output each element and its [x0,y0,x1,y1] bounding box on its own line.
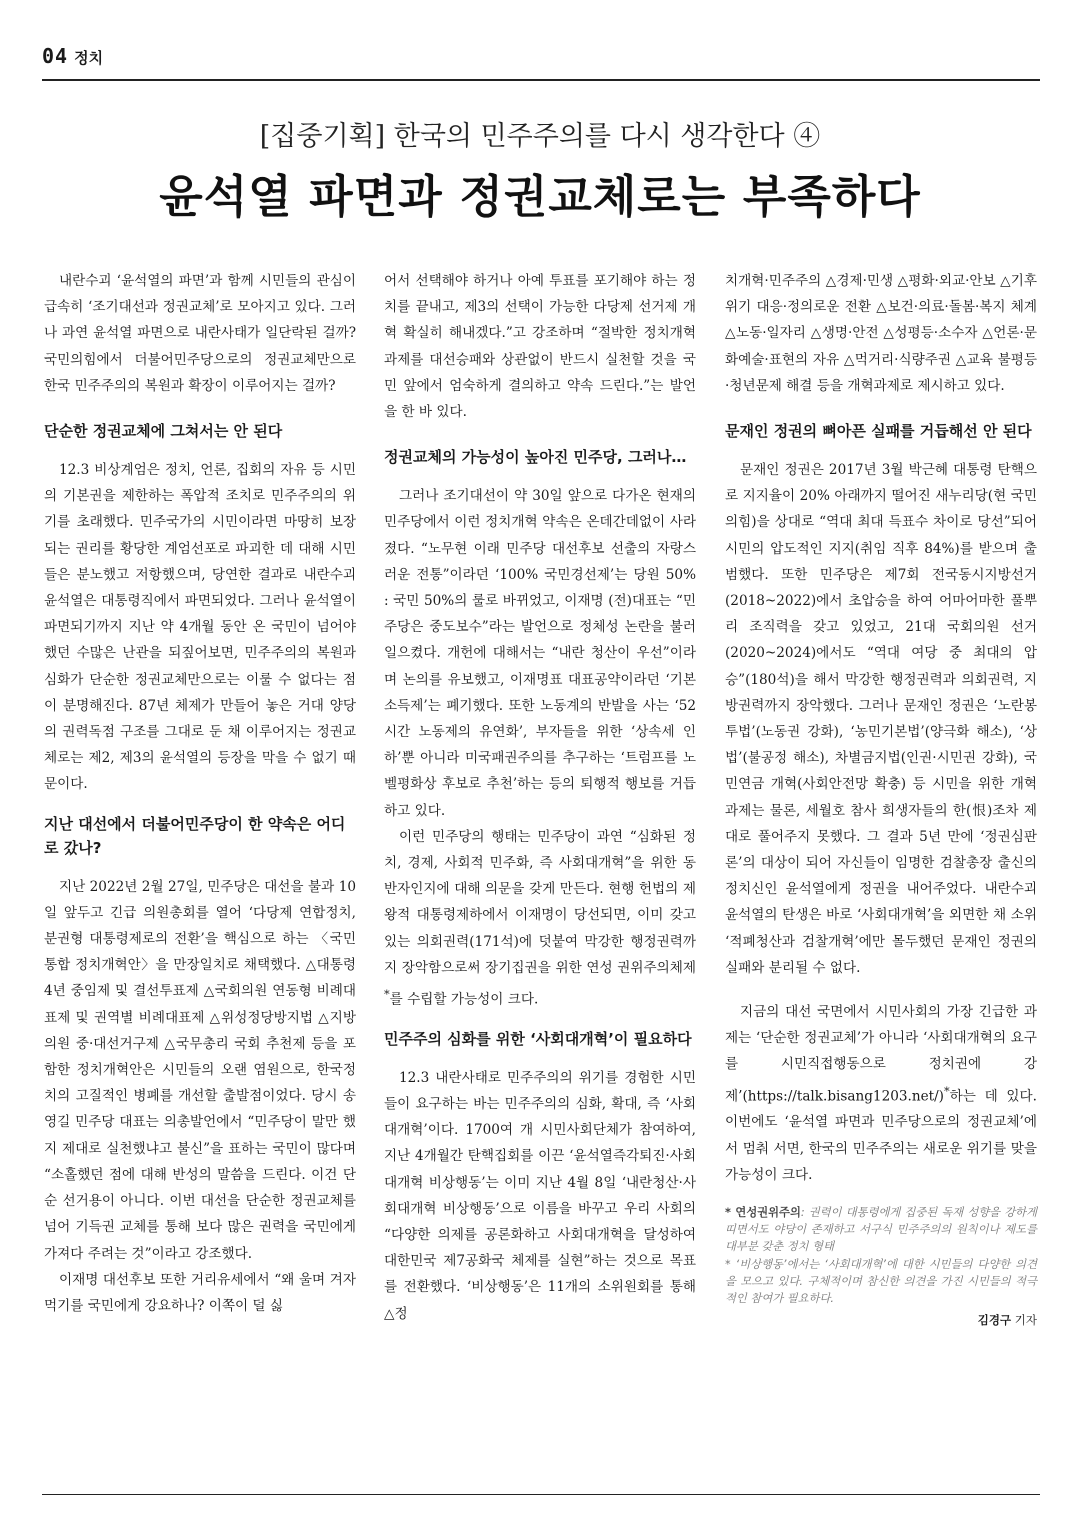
header-divider [42,79,1040,81]
footnote-mark: * [943,1083,950,1098]
footer-divider [42,1494,1040,1495]
byline [725,1311,1037,1329]
footnotes [725,1204,1037,1307]
footnote-text: * ‘비상행동’에서는 ‘사회대개혁’에 대한 시민들의 다양한 의견을 모으고 있다. 구체적이며 참신한 의견을 가진 시민들의 적극적인 참여가 필요하다. [725,1258,1037,1306]
subheading: 단순한 정권교체에 그쳐서는 안 된다 [44,422,283,441]
paragraph-gap [725,981,1037,999]
body-text: 를 수립할 가능성이 크다. [389,991,539,1008]
footnote-term: * 연성권위주의 [725,1206,801,1220]
section-name: 정치 [74,49,104,67]
subheading: 정권교체의 가능성이 높아진 민주당, 그러나… [384,448,687,467]
body-paragraph [725,999,1037,1188]
body-text: 이런 민주당의 행태는 민주당이 과연 “심화된 정치, 경제, 사회적 민주화, 즉 사회대개혁”을 위한 동반자인지에 대해 의문을 갖게 만든다. 현행 헌법의 제왕적 대통령제하에서 이재명이 당선되면, 이미 갖고 있는 의회권력(171석)에 덧붙여 막강한 행정권력까지 장악함으로써 장기집권을 위한 연성 권위주의체제 [384,828,696,976]
page-header [42,44,1040,80]
body-paragraph: 12.3 비상계엄은 정치, 언론, 집회의 자유 등 시민의 기본권을 제한하는 폭압적 조치로 민주주의의 위기를 초래했다. 민주국가의 시민이라면 마땅히 보장되는 권리를 황당한 계엄선포로 파괴한 데 대해 시민들은 분노했고 저항했으며, 당연한 결과로 내란수괴 윤석열은 대통령직에서 파면되었다. 그러나 윤석열이 파면되기까지 지난 약 4개월 동안 온 국민이 넘어야 했던 수많은 난관을 되짚어보면, 민주주의의 복원과 심화가 단순한 정권교체만으로는 이룰 수 없다는 점이 분명해진다. 87년 체제가 만들어 놓은 거대 양당의 권력독점 구조를 그대로 둔 채 이루어지는 정권교체로는 제2, 제3의 윤석열의 등장을 막을 수 없기 때문이다. [44,462,356,793]
body-paragraph [384,824,696,1013]
body-paragraph: 문재인 정권은 2017년 3월 박근혜 대통령 탄핵으로 지지율이 20% 아래까지 떨어진 새누리당(현 국민의힘)을 상대로 “역대 최대 득표수 차이로 당선”되어 시민의 압도적인 지지(취임 직후 84%)를 받으며 출범했다. 또한 민주당은 제7회 전국동시지방선거(2018~2022)에서 초압승을 하여 어마어마한 풀뿌리 조직력을 갖고 있었고, 21대 국회의원 선거(2020~2024)에서도 “역대 여당 중 최대의 압승”(180석)을 해서 막강한 행정권력과 의회권력, 지방권력까지 장악했다. 그러나 문재인 정권은 ‘노란봉투법’(노동권 강화), ‘농민기본법’(양극화 해소), ‘상법’(불공정 해소), 차별금지법(인권·시민권 강화), 국민연금 개혁(사회안전망 확충) 등 시민을 위한 개혁과제는 물론, 세월호 참사 희생자들의 한(恨)조차 제대로 풀어주지 못했다. 그 결과 5년 만에 ‘정권심판론’의 대상이 되어 자신들이 임명한 검찰총장 출신의 정치신인 윤석열에게 정권을 내어주었다. 내란수괴 윤석열의 탄생은 바로 ‘사회대개혁’을 외면한 채 소위 ‘적폐청산과 검찰개혁’에만 몰두했던 문재인 정권의 실패와 분리될 수 없다. [725,462,1037,976]
footnote-1 [725,1204,1037,1255]
intro-paragraph: 내란수괴 ‘윤석열의 파면’과 함께 시민들의 관심이 급속히 ‘조기대선과 정권교체’로 모아지고 있다. 그러나 과연 윤석열 파면으로 내란사태가 일단락된 걸까? 국민의힘에서 더불어민주당으로의 정권교체만으로 한국 민주주의의 복원과 확장이 이루어지는 걸까? [44,273,356,394]
reporter-name: 김경구 [977,1313,1012,1328]
body-paragraph: 어서 선택해야 하거나 아예 투표를 포기해야 하는 정치를 끝내고, 제3의 선택이 가능한 다당제 선거제 개혁 확실히 해내겠다.”고 강조하며 “절박한 정치개혁 과제를 대선승패와 상관없이 반드시 실천할 것을 국민 앞에서 엄숙하게 결의하고 약속 드린다.”는 발언을 한 바 있다. [384,273,696,421]
article-column-3 [725,268,1037,1329]
subheading: 문재인 정권의 뼈아픈 실패를 거듭해선 안 된다 [725,422,1032,441]
page-number: 04 [42,44,69,68]
article-column-1 [44,268,356,1319]
body-paragraph: 12.3 내란사태로 민주주의의 위기를 경험한 시민들이 요구하는 바는 민주주의의 심화, 확대, 즉 ‘사회대개혁’이다. 1700여 개 시민사회단체가 참여하여, 지난 4개월간 탄핵집회를 이끈 ‘윤석열즉각퇴진·사회대개혁 비상행동’는 이미 지난 4월 8일 ‘내란청산·사회대개혁 비상행동’으로 이름을 바꾸고 우리 사회의 “다양한 의제를 공론화하고 사회대개혁을 달성하여 대한민국 제7공화국 체제를 실현”하는 것으로 목표를 전환했다. ‘비상행동’은 11개의 소위원회를 통해 △정 [384,1069,696,1322]
body-paragraph: 이재명 대선후보 또한 거리유세에서 “왜 울며 겨자 먹기를 국민에게 강요하나? 이쪽이 덜 싫 [44,1271,356,1314]
footnote-mark: * [384,987,390,1002]
body-paragraph: 치개혁·민주주의 △경제·민생 △평화·외교·안보 △기후위기 대응·정의로운 전환 △보건·의료·돌봄·복지 체계 △노동·일자리 △생명·안전 △성평등·소수자 △언론·문화예술·표현의 자유 △먹거리·식량주권 △교육 불평등·청년문제 해결 등을 개혁과제로 제시하고 있다. [725,273,1037,394]
series-title: [집중기획] 한국의 민주주의를 다시 생각한다 ④ [259,121,821,152]
subheading: 민주주의 심화를 위한 ‘사회대개혁’이 필요하다 [384,1029,692,1048]
body-paragraph: 지난 2022년 2월 27일, 민주당은 대선을 불과 10일 앞두고 긴급 의원총회를 열어 ‘다당제 연합정치, 분권형 대통령제로의 전환’을 핵심으로 하는 〈국민통합 정치개혁안〉을 만장일치로 채택했다. △대통령 4년 중임제 및 결선투표제 △국회의원 연동형 비례대표제 및 권역별 비례대표제 △위성정당방지법 △지방의원 중·대선거구제 △국무총리 국회 추천제 등을 포함한 정치개혁안은 시민들의 오랜 염원으로, 한국정치의 고질적인 병폐를 개선할 출발점이었다. 당시 송영길 민주당 대표는 의총발언에서 “민주당이 말만 했지 제대로 실천했냐고 불신”을 표하는 국민이 많다며 “소홀했던 점에 대해 반성의 말씀을 드린다. 이건 단순 선거용이 아니다. 이번 대선을 단순한 정권교체를 넘어 기득권 교체를 통해 보다 많은 권력을 국민에게 가져다 주려는 것”이라고 강조했다. [44,878,356,1262]
subheading: 지난 대선에서 더불어민주당이 한 약속은 어디로 갔나? [44,814,346,857]
body-text: 지금의 대선 국면에서 시민사회의 가장 긴급한 과제는 ‘단순한 정권교체’가 아니라 ‘사회대개혁의 요구를 시민직접행동으로 정치권에 강제’(https://talk.bisang1203.net/) [725,1004,1037,1105]
reporter-role: 기자 [1011,1313,1037,1328]
article-title: 윤석열 파면과 정권교체로는 부족하다 [159,170,921,223]
body-paragraph: 그러나 조기대선이 약 30일 앞으로 다가온 현재의 민주당에서 이런 정치개혁 약속은 온데간데없이 사라졌다. “노무현 이래 민주당 대선후보 선출의 자랑스러운 전통”이라던 ‘100% 국민경선제’는 당원 50% : 국민 50%의 룰로 바뀌었고, 이재명 (전)대표는 “민주당은 중도보수”라는 발언으로 정체성 논란을 불러일으켰다. 개헌에 대해서는 “내란 청산이 우선”이라며 논의를 유보했고, 이재명표 대표공약이라던 ‘기본소득제’는 폐기했다. 또한 노동계의 반발을 사는 ‘52시간 노동제의 유연화’, 부자들을 위한 ‘상속세 인하’뿐 아니라 미국패권주의를 추구하는 ‘트럼프를 노벨평화상 후보로 추천’하는 등의 퇴행적 행보를 거듭하고 있다. [384,488,696,819]
article-column-2 [384,268,696,1327]
body-text: 하는 데 있다. 이번에도 ‘윤석열 파면과 민주당으로의 정권교체’에서 멈춰 서면, 한국의 민주주의는 새로운 위기를 맞을 가능성이 크다. [725,1088,1037,1183]
footnote-2 [725,1256,1037,1307]
footnote-definition: : 권력이 대통령에게 집중된 독재 성향을 강하게 띠면서도 야당이 존재하고 서구식 민주주의의 원칙이나 제도를 대부분 갖춘 정치 형태 [725,1206,1037,1254]
